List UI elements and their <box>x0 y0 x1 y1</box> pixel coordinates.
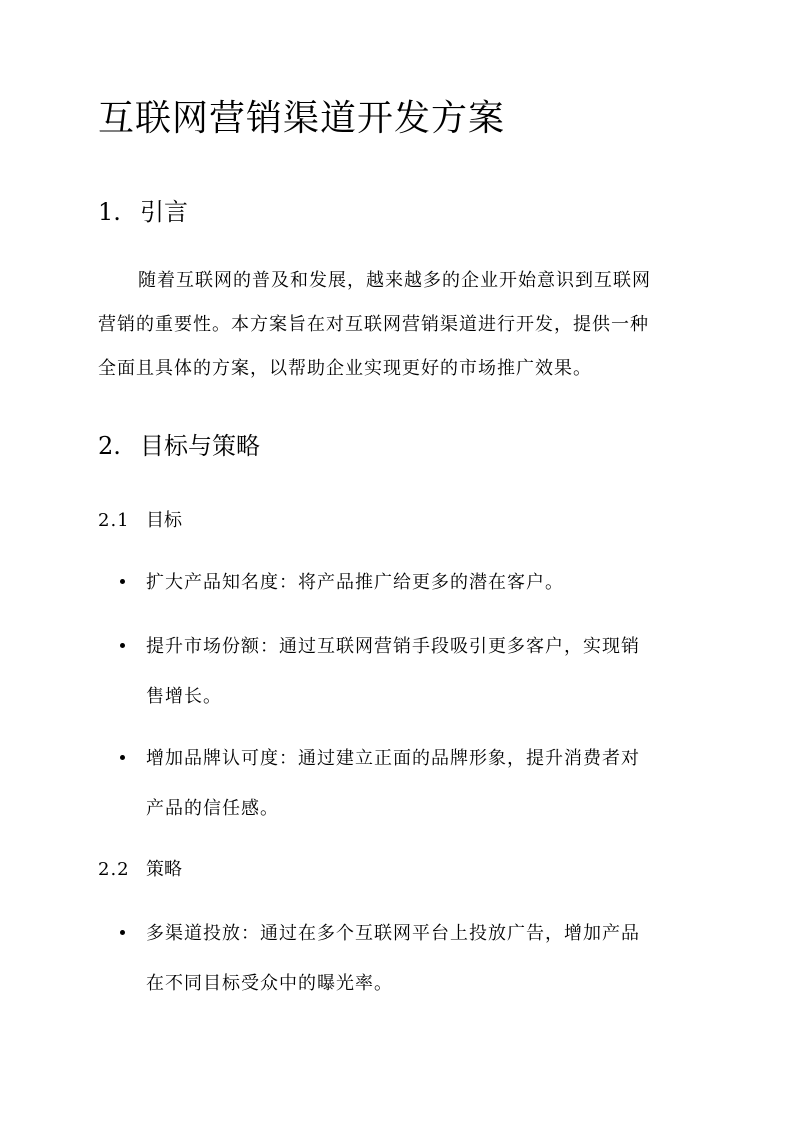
subsection-heading-strategy <box>98 857 182 883</box>
list-item-text: 售增长。 <box>146 686 222 707</box>
bullet-icon <box>120 579 125 584</box>
subsection-number: 2.1 <box>98 510 130 531</box>
section-title: 引言 <box>140 198 188 226</box>
list-item-text: 产品的信任感。 <box>146 798 279 819</box>
subsection-title: 策略 <box>146 859 182 880</box>
list-item <box>146 622 706 722</box>
section-heading-intro <box>98 196 188 228</box>
intro-paragraph <box>98 259 702 391</box>
list-item <box>146 734 706 834</box>
list-item-text: 多渠道投放：通过在多个互联网平台上投放广告，增加产品 <box>146 923 640 944</box>
subsection-heading-goals <box>98 508 182 534</box>
paragraph-line: 营销的重要性。本方案旨在对互联网营销渠道进行开发，提供一种 <box>98 314 649 335</box>
bullet-icon <box>120 643 125 648</box>
list-item-text: 增加品牌认可度：通过建立正面的品牌形象，提升消费者对 <box>146 748 640 769</box>
section-heading-goals-strategy <box>98 430 260 462</box>
bullet-icon <box>120 930 125 935</box>
list-item-text: 扩大产品知名度：将产品推广给更多的潜在客户。 <box>146 572 564 593</box>
paragraph-line: 随着互联网的普及和发展，越来越多的企业开始意识到互联网 <box>138 270 651 291</box>
subsection-title: 目标 <box>146 510 182 531</box>
subsection-number: 2.2 <box>98 859 130 880</box>
list-item <box>146 909 706 1009</box>
section-number: 2. <box>98 432 121 460</box>
list-item-text: 在不同目标受众中的曝光率。 <box>146 973 393 994</box>
section-number: 1. <box>98 198 121 226</box>
list-item-text: 提升市场份额：通过互联网营销手段吸引更多客户，实现销 <box>146 636 640 657</box>
bullet-icon <box>120 755 125 760</box>
document-title: 互联网营销渠道开发方案 <box>98 98 506 139</box>
list-item <box>146 558 706 608</box>
paragraph-line: 全面且具体的方案，以帮助企业实现更好的市场推广效果。 <box>98 358 592 379</box>
section-title: 目标与策略 <box>140 432 260 460</box>
